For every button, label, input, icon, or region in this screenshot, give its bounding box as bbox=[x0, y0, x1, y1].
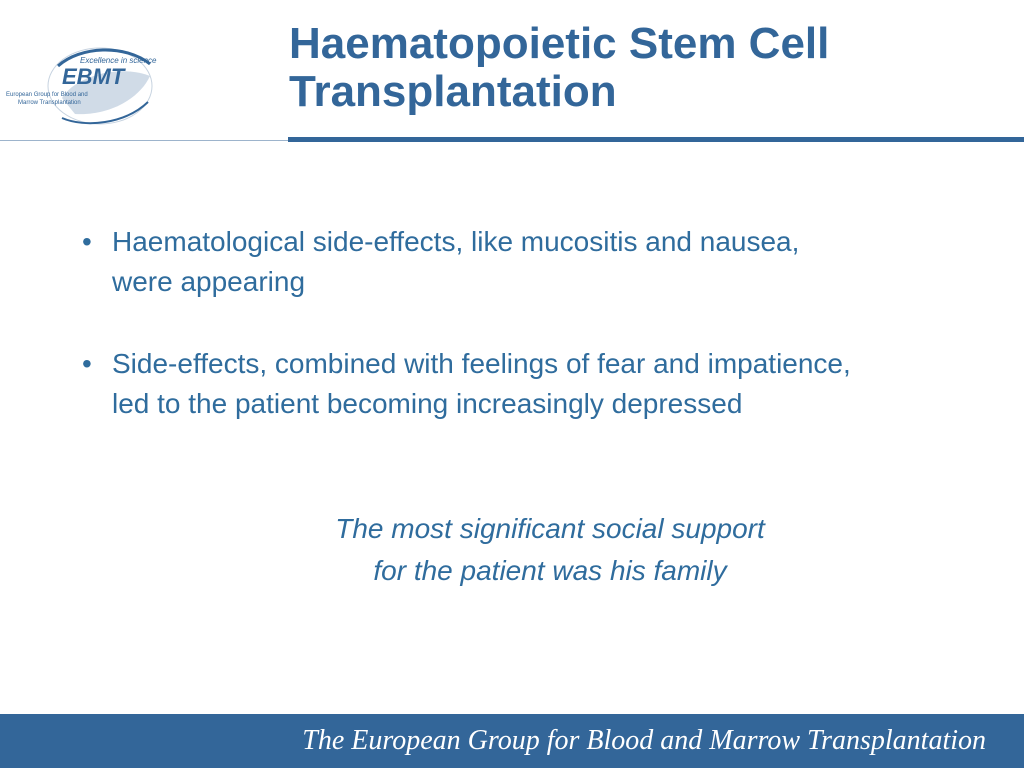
quote-line1: The most significant social support bbox=[335, 513, 765, 544]
page-title-line1: Haematopoietic Stem Cell bbox=[289, 19, 830, 68]
header-divider-thin bbox=[0, 140, 288, 141]
ebmt-logo bbox=[0, 36, 160, 128]
bullet-text-line1: Side-effects, combined with feelings of fear and impatience, bbox=[112, 348, 851, 379]
logo-subtitle-line2: Marrow Transplantation bbox=[18, 100, 81, 106]
bullet-icon: • bbox=[82, 348, 92, 379]
bullet-text-line2: led to the patient becoming increasingly depressed bbox=[112, 388, 743, 419]
bullet-item bbox=[82, 344, 1017, 424]
page-title bbox=[289, 20, 1009, 116]
bullet-item bbox=[82, 222, 1017, 302]
footer-bar bbox=[0, 714, 1024, 768]
bullet-list bbox=[82, 222, 1017, 466]
ebmt-logo-icon bbox=[0, 36, 160, 128]
highlight-quote bbox=[190, 508, 910, 592]
bullet-text-line2: were appearing bbox=[112, 266, 306, 297]
quote-line2: for the patient was his family bbox=[373, 555, 727, 586]
logo-subtitle-line1: European Group for Blood and bbox=[6, 92, 88, 98]
bullet-text-line1: Haematological side-effects, like mucositis and nausea, bbox=[112, 226, 800, 257]
header-divider-thick bbox=[288, 137, 1024, 142]
footer-text: The European Group for Blood and Marrow Transplantation bbox=[302, 725, 986, 756]
bullet-icon: • bbox=[82, 226, 92, 257]
logo-acronym: EBMT bbox=[62, 64, 125, 89]
logo-tagline: Excellence in science bbox=[80, 56, 157, 65]
page-title-line2: Transplantation bbox=[289, 67, 617, 116]
